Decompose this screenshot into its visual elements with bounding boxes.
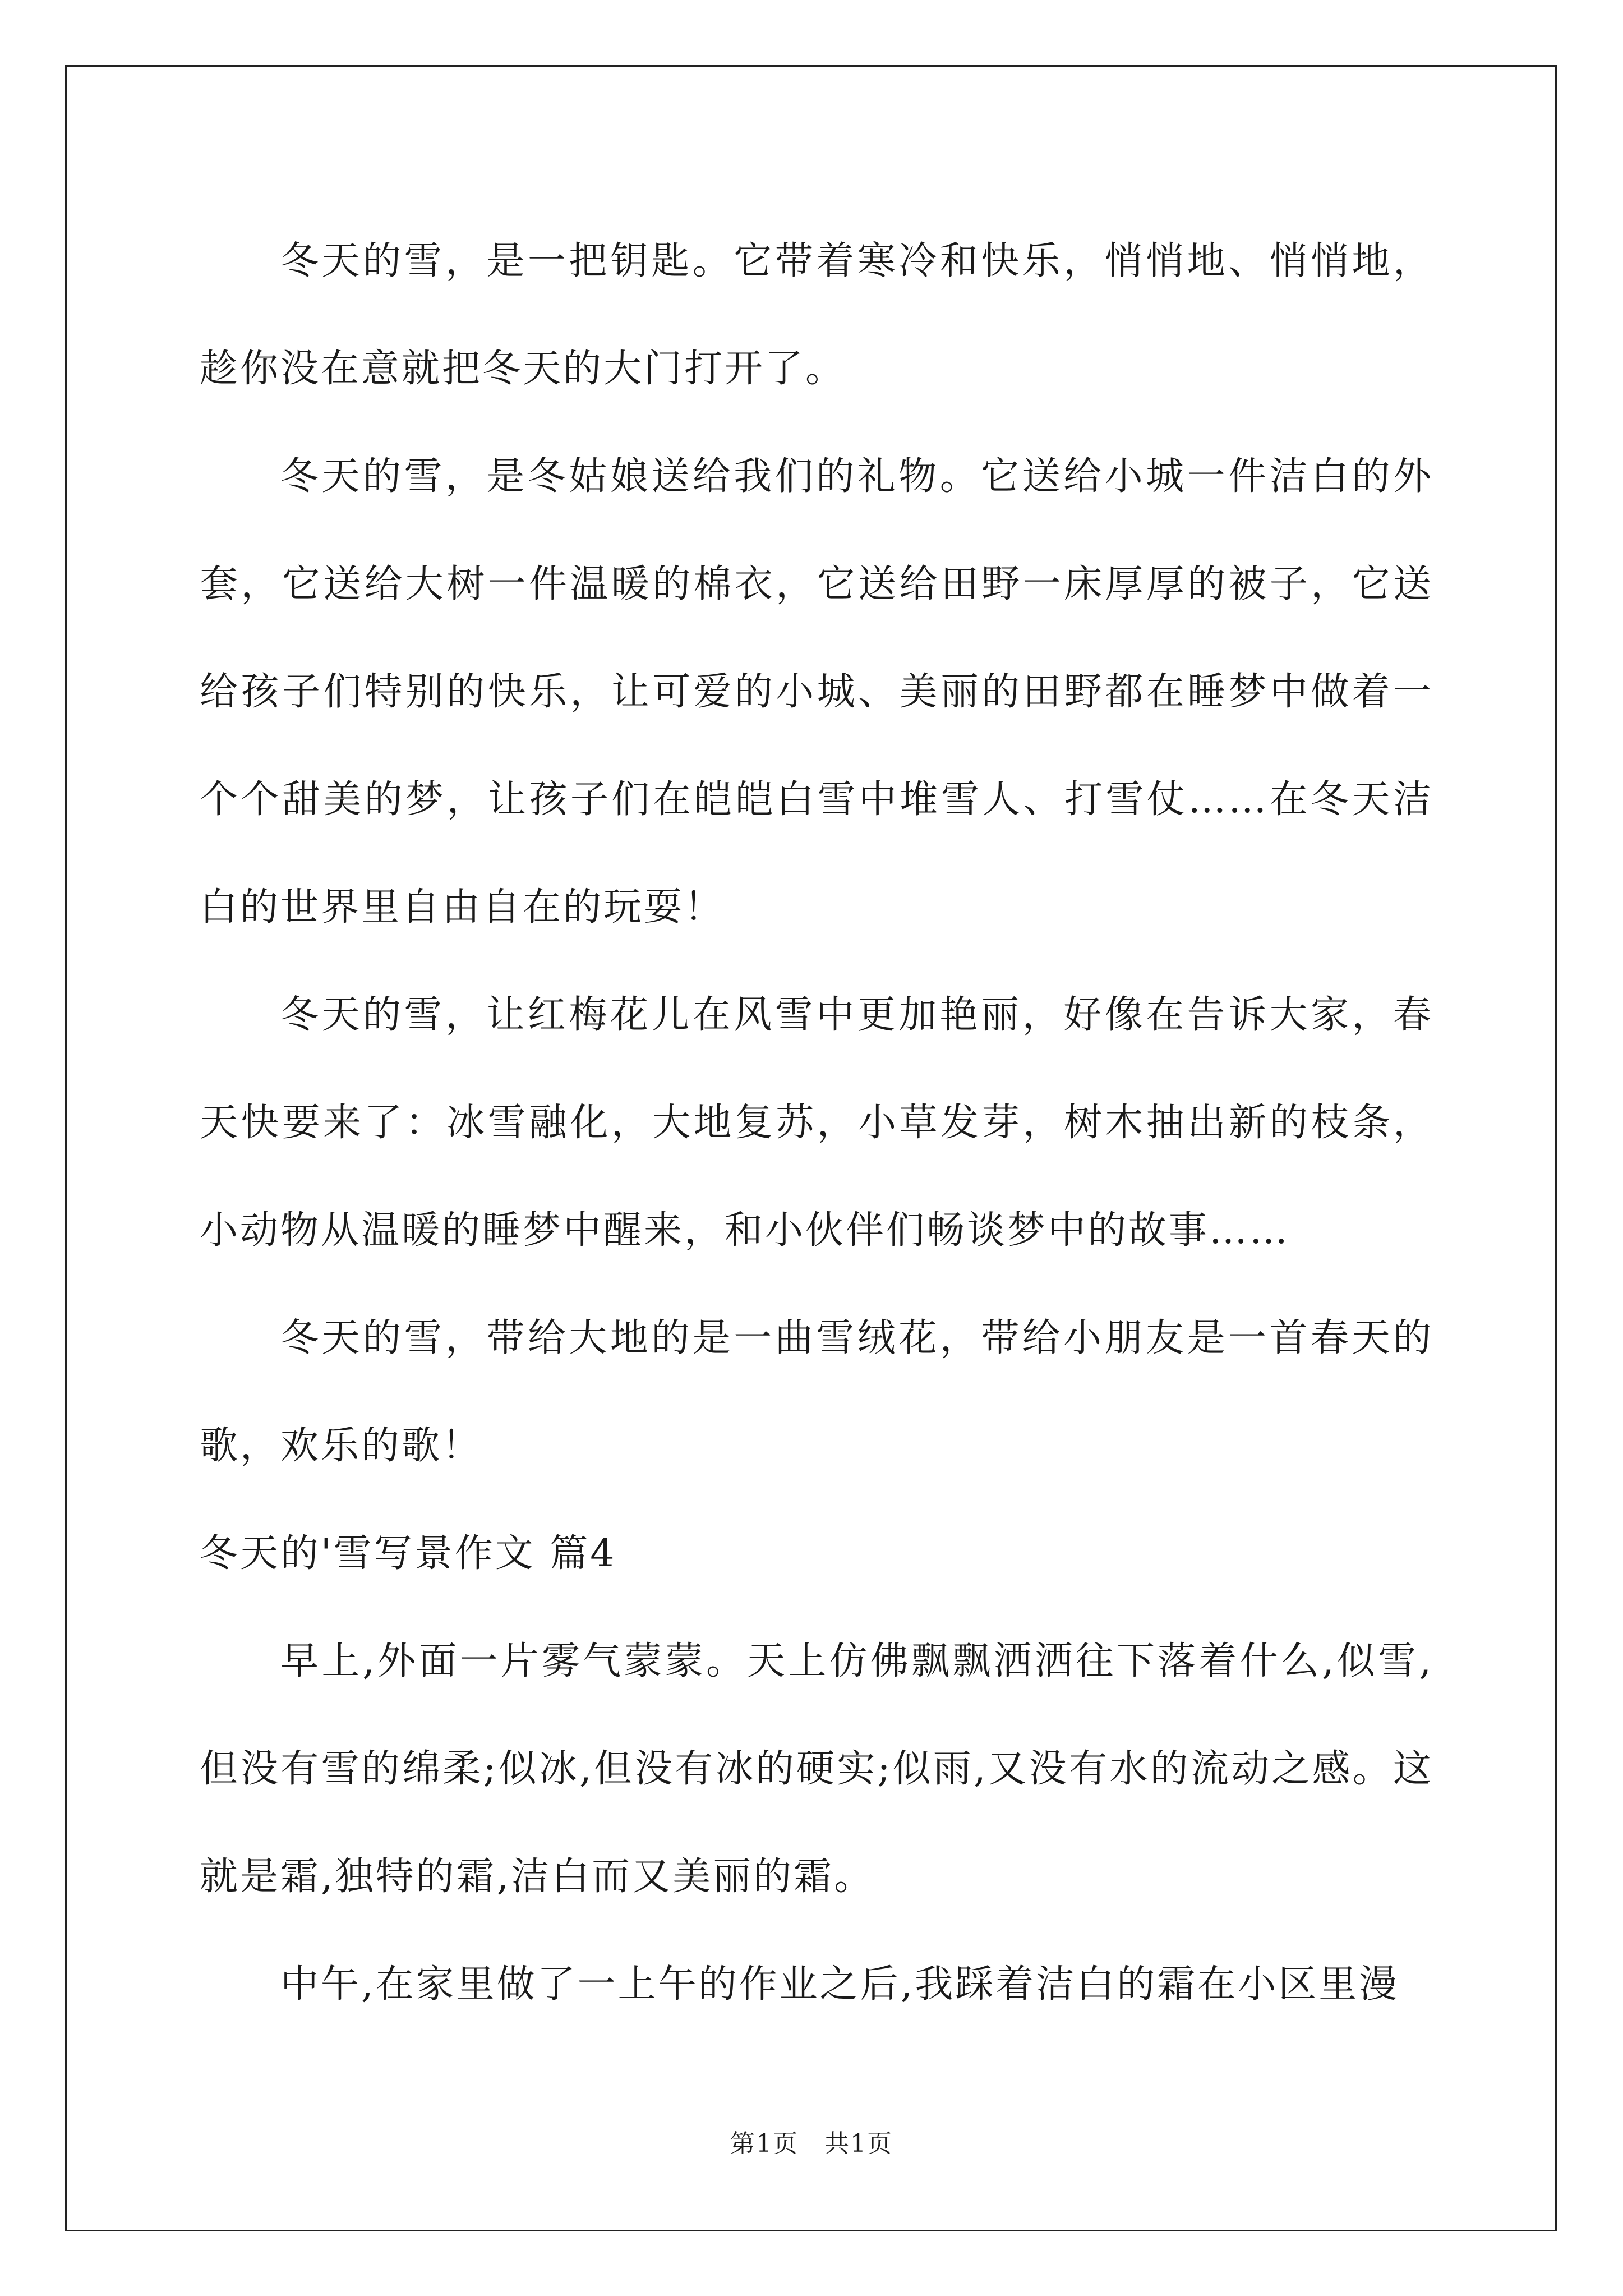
page-footer: 第1页 共1页 (730, 2129, 893, 2158)
paragraph: 早上,外面一片雾气蒙蒙。天上仿佛飘飘洒洒往下落着什么,似雪,但没有雪的绵柔;似冰,但没有冰的硬实;似雨,又没有水的流动之感。这就是霜,独特的霜,洁白而又美丽的霜。 (200, 1639, 1433, 1899)
paragraph: 冬天的雪，让红梅花儿在风雪中更加艳丽，好像在告诉大家，春天快要来了：冰雪融化，大地复苏，小草发芽，树木抽出新的枝条，小动物从温暖的睡梦中醒来，和小伙伴们畅谈梦中的故事…… (200, 993, 1433, 1253)
paragraph: 冬天的雪，是冬姑娘送给我们的礼物。它送给小城一件洁白的外套，它送给大树一件温暖的棉衣，它送给田野一床厚厚的被子，它送给孩子们特别的快乐，让可爱的小城、美丽的田野都在睡梦中做着一个个甜美的梦，让孩子们在皑皑白雪中堆雪人、打雪仗……在冬天洁白的世界里自由自在的玩耍！ (200, 454, 1433, 930)
paragraph: 中午,在家里做了一上午的作业之后,我踩着洁白的霜在小区里漫 (280, 1962, 1400, 2007)
paragraph: 冬天的雪，是一把钥匙。它带着寒冷和快乐，悄悄地、悄悄地，趁你没在意就把冬天的大门打开了。 (200, 239, 1433, 391)
section-heading: 冬天的'雪写景作文 篇4 (200, 1531, 617, 1576)
document-body (200, 208, 1433, 2039)
paragraph: 冬天的雪，带给大地的是一曲雪绒花，带给小朋友是一首春天的歌，欢乐的歌！ (200, 1316, 1433, 1468)
